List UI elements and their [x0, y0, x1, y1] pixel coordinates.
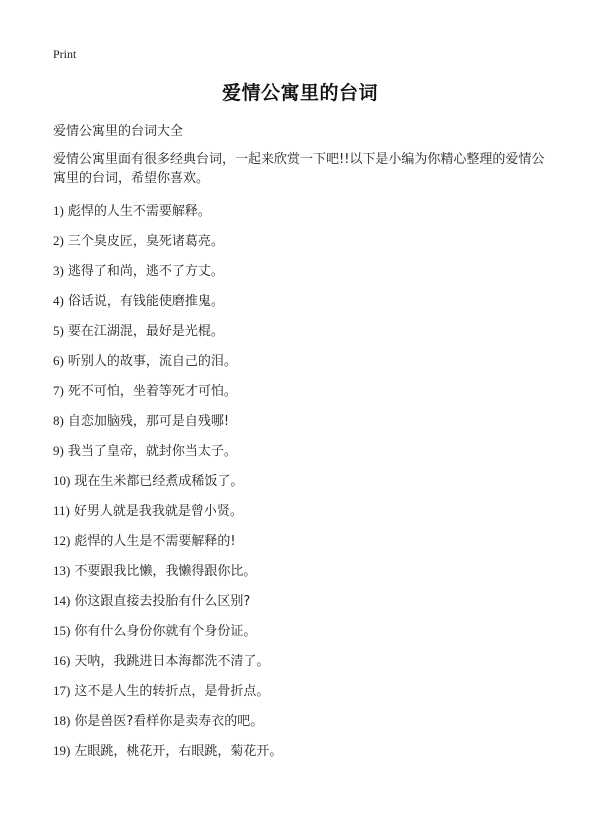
list-item: [53, 226, 282, 256]
quote-number: 6): [53, 353, 64, 368]
quote-text: 逃得了和尚，逃不了方丈。: [67, 264, 224, 279]
quote-text: 你是兽医?看样你是卖寿衣的吧。: [74, 714, 264, 729]
quote-number: 11): [53, 503, 70, 518]
print-link[interactable]: Print: [53, 47, 77, 61]
list-item: [53, 556, 282, 586]
quote-number: 2): [53, 233, 64, 248]
list-item: [53, 256, 282, 286]
list-item: [53, 466, 282, 496]
quote-text: 俗话说，有钱能使磨推鬼。: [67, 294, 224, 309]
quote-text: 自恋加脑残，那可是自残哪!: [67, 414, 230, 429]
list-item: [53, 646, 282, 676]
quote-number: 7): [53, 383, 64, 398]
quote-text: 三个臭皮匠，臭死诸葛亮。: [67, 234, 224, 249]
quote-text: 你这跟直接去投胎有什么区别?: [74, 594, 251, 609]
list-item: [53, 736, 282, 766]
list-item: [53, 196, 282, 226]
list-item: [53, 616, 282, 646]
quote-text: 你有什么身份你就有个身份证。: [74, 624, 257, 639]
quote-number: 14): [53, 593, 71, 608]
quote-number: 13): [53, 563, 71, 578]
page-title: 爱情公寓里的台词: [221, 82, 378, 104]
list-item: [53, 286, 282, 316]
list-item: [53, 526, 282, 556]
quote-number: 18): [53, 713, 71, 728]
quote-number: 3): [53, 263, 64, 278]
quote-text: 要在江湖混，最好是光棍。: [67, 324, 224, 339]
list-item: [53, 406, 282, 436]
list-item: [53, 706, 282, 736]
list-item: [53, 316, 282, 346]
quote-text: 我当了皇帝，就封你当太子。: [67, 444, 237, 459]
quote-number: 16): [53, 653, 71, 668]
quote-text: 这不是人生的转折点，是骨折点。: [74, 684, 270, 699]
quote-text: 左眼跳，桃花开，右眼跳，菊花开。: [74, 744, 283, 759]
quote-number: 4): [53, 293, 64, 308]
quote-number: 17): [53, 683, 71, 698]
list-item: [53, 436, 282, 466]
quote-number: 5): [53, 323, 64, 338]
document-subtitle: 爱情公寓里的台词大全: [53, 124, 184, 139]
quote-text: 现在生米都已经煮成稀饭了。: [74, 474, 244, 489]
intro-paragraph: 爱情公寓里面有很多经典台词，一起来欣赏一下吧!!以下是小编为你精心整理的爱情公寓里的台词，希望你喜欢。: [53, 152, 545, 186]
quote-number: 1): [53, 203, 64, 218]
quote-number: 8): [53, 413, 64, 428]
quote-number: 12): [53, 533, 71, 548]
list-item: [53, 346, 282, 376]
quote-number: 15): [53, 623, 71, 638]
list-item: [53, 676, 282, 706]
quote-text: 不要跟我比懒，我懒得跟你比。: [74, 564, 257, 579]
list-item: [53, 376, 282, 406]
list-item: [53, 496, 282, 526]
quote-text: 天呐，我跳进日本海都洗不清了。: [74, 654, 270, 669]
quote-number: 10): [53, 473, 71, 488]
quote-text: 彪悍的人生不需要解释。: [67, 204, 211, 219]
quote-text: 死不可怕，坐着等死才可怕。: [67, 384, 237, 399]
quote-text: 好男人就是我我就是曾小贤。: [73, 504, 243, 519]
quote-number: 19): [53, 743, 71, 758]
quote-text: 彪悍的人生是不需要解释的!: [74, 534, 236, 549]
quote-list: [53, 196, 282, 766]
quote-text: 听别人的故事，流自己的泪。: [67, 354, 237, 369]
quote-number: 9): [53, 443, 64, 458]
list-item: [53, 586, 282, 616]
